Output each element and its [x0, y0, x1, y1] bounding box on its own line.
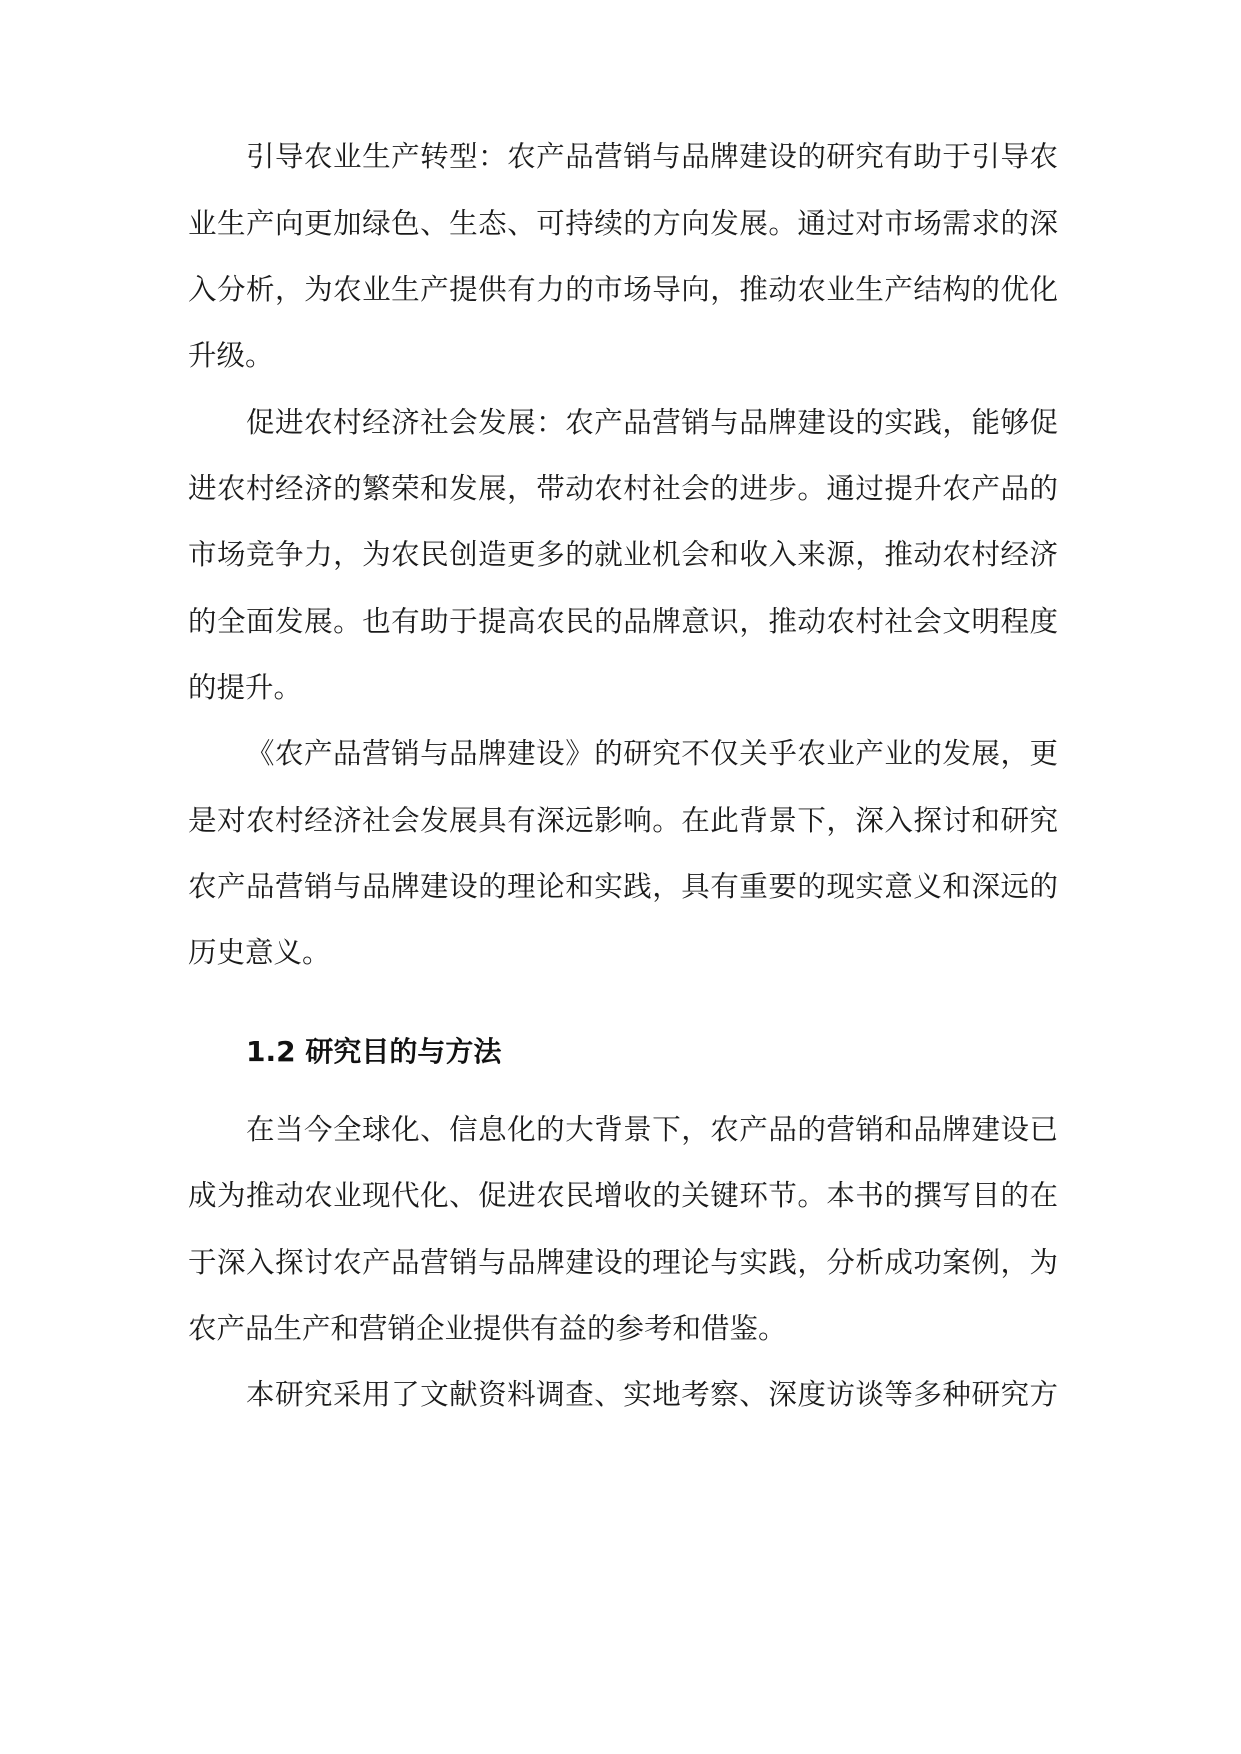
- section-heading: 1.2 研究目的与方法: [246, 1035, 502, 1068]
- paragraph-line: 成为推动农业现代化、促进农民增收的关键环节。本书的撰写目的在: [188, 1179, 1058, 1212]
- paragraph-line: 是对农村经济社会发展具有深远影响。在此背景下，深入探讨和研究: [188, 804, 1058, 837]
- paragraph-line: 历史意义。: [188, 936, 331, 969]
- paragraph-line: 于深入探讨农产品营销与品牌建设的理论与实践，分析成功案例，为: [188, 1246, 1058, 1279]
- paragraph-line: 业生产向更加绿色、生态、可持续的方向发展。通过对市场需求的深: [188, 207, 1058, 240]
- paragraph-line: 农产品营销与品牌建设的理论和实践，具有重要的现实意义和深远的: [188, 870, 1058, 903]
- paragraph-line: 的全面发展。也有助于提高农民的品牌意识，推动农村社会文明程度: [188, 605, 1058, 638]
- paragraph-line: 市场竞争力，为农民创造更多的就业机会和收入来源，推动农村经济: [188, 538, 1058, 571]
- paragraph-line: 的提升。: [188, 671, 303, 704]
- paragraph-line: 升级。: [188, 339, 274, 372]
- paragraph-line: 在当今全球化、信息化的大背景下，农产品的营销和品牌建设已: [246, 1113, 1058, 1146]
- paragraph-line: 《农产品营销与品牌建设》的研究不仅关乎农业产业的发展，更: [246, 737, 1058, 770]
- paragraph-line: 进农村经济的繁荣和发展，带动农村社会的进步。通过提升农产品的: [188, 472, 1058, 505]
- paragraph-line: 促进农村经济社会发展：农产品营销与品牌建设的实践，能够促: [246, 406, 1058, 439]
- paragraph-line: 引导农业生产转型：农产品营销与品牌建设的研究有助于引导农: [246, 140, 1058, 173]
- paragraph-line: 入分析，为农业生产提供有力的市场导向，推动农业生产结构的优化: [188, 273, 1058, 306]
- paragraph-line: 农产品生产和营销企业提供有益的参考和借鉴。: [188, 1312, 787, 1345]
- paragraph-line: 本研究采用了文献资料调查、实地考察、深度访谈等多种研究方: [246, 1378, 1058, 1411]
